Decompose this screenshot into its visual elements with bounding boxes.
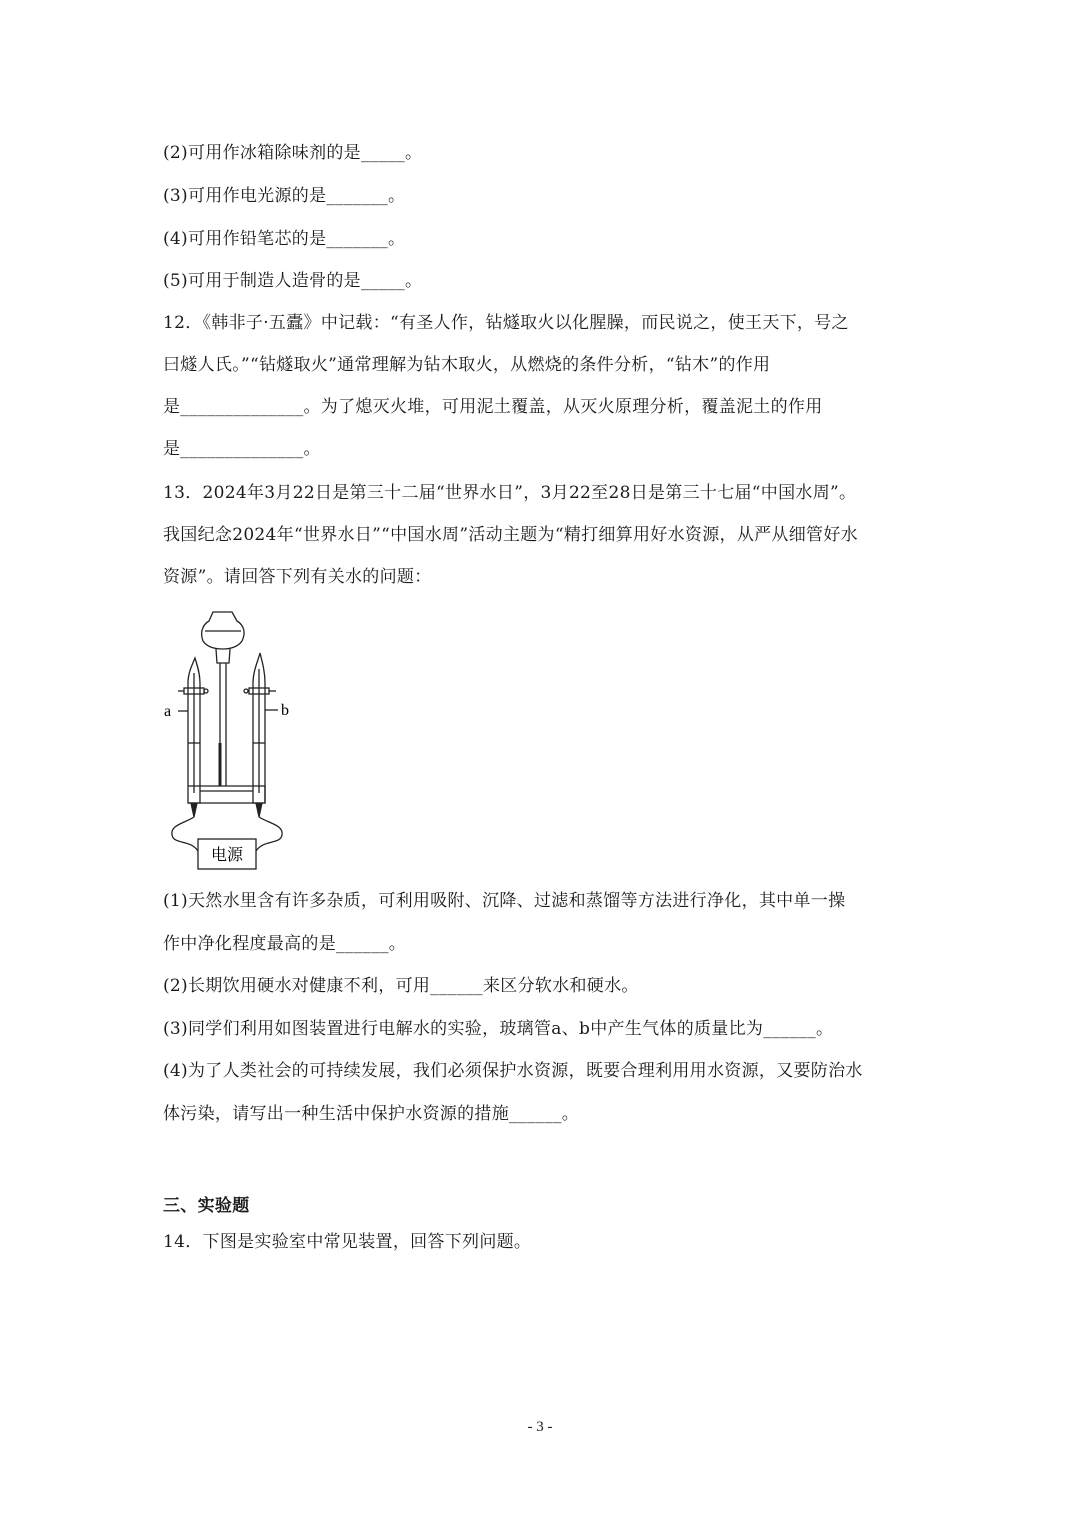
q13-part4-line2: 体污染，请写出一种生活中保护水资源的措施______。 — [163, 1104, 580, 1124]
q13-part1-line1: (1)天然水里含有许多杂质，可利用吸附、沉降、过滤和蒸馏等方法进行净化，其中单一操 — [163, 891, 846, 911]
label-b: b — [281, 702, 289, 719]
q13-part2: (2)长期饮用硬水对健康不利，可用______来区分软水和硬水。 — [163, 976, 639, 996]
q13-part3: (3)同学们利用如图装置进行电解水的实验，玻璃管a、b中产生气体的质量比为______。 — [163, 1019, 834, 1039]
label-a: a — [164, 703, 172, 720]
q12-line3: 是______________。为了熄灭火堆，可用泥土覆盖，从灭火原理分析，覆盖泥土的作用 — [163, 397, 823, 417]
q13-part4-line1: (4)为了人类社会的可持续发展，我们必须保护水资源，既要合理利用用水资源，又要防治水 — [163, 1061, 863, 1081]
q13-line2: 我国纪念2024年“世界水日”“中国水周”活动主题为“精打细算用好水资源，从严从细管好水 — [163, 525, 858, 545]
q12-line1: 12．《韩非子·五蠹》中记载：“有圣人作，钻燧取火以化腥臊，而民说之，使王天下，号之 — [163, 313, 849, 333]
q13-line1: 13．2024年3月22日是第三十二届“世界水日”，3月22至28日是第三十七届“中国水周”。 — [163, 483, 857, 503]
q11-part3: (3)可用作电光源的是_______。 — [163, 186, 406, 206]
q14-text: 14．下图是实验室中常见装置，回答下列问题。 — [163, 1232, 532, 1252]
q13-line3: 资源”。请回答下列有关水的问题： — [163, 567, 432, 587]
page-number: - 3 - — [527, 1419, 553, 1435]
power-supply-label: 电源 — [210, 845, 244, 864]
section-heading: 三、实验题 — [163, 1196, 250, 1216]
q12-line4: 是______________。 — [163, 439, 321, 459]
electrolysis-apparatus-figure — [160, 603, 310, 875]
q11-part4: (4)可用作铅笔芯的是_______。 — [163, 229, 406, 249]
q11-part5: (5)可用于制造人造骨的是_____。 — [163, 271, 423, 291]
q11-part2: (2)可用作冰箱除味剂的是_____。 — [163, 143, 423, 163]
q12-line2: 曰燧人氏。”“钻燧取火”通常理解为钻木取火，从燃烧的条件分析，“钻木”的作用 — [163, 355, 771, 375]
q13-part1-line2: 作中净化程度最高的是______。 — [163, 934, 407, 954]
